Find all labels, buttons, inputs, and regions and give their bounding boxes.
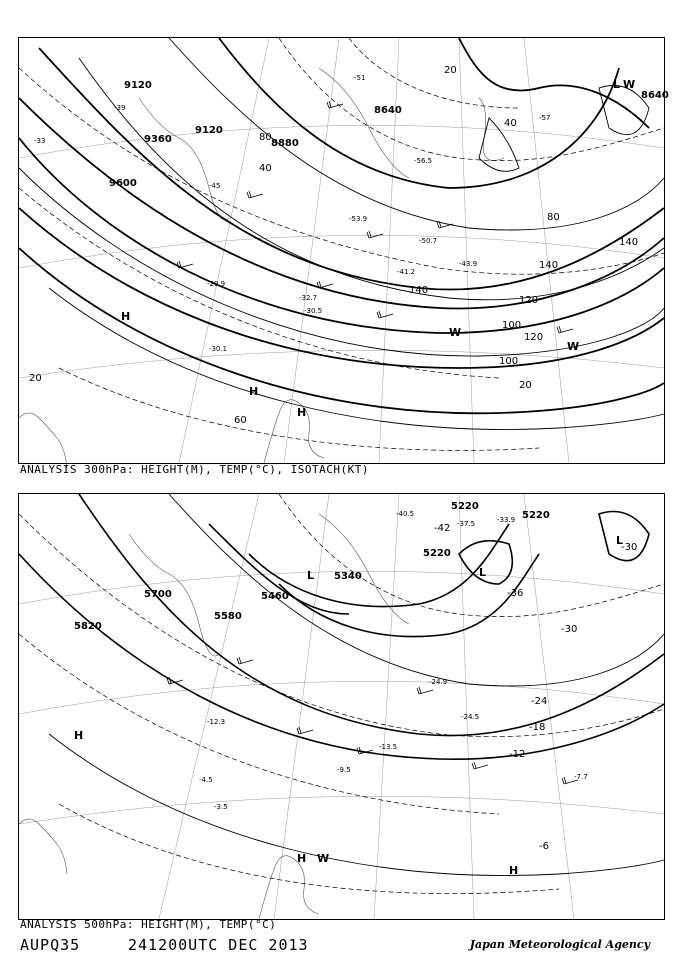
temp-label: -9.5 [337,766,351,774]
isotach-label: 140 [539,260,559,271]
temp-solid-contours [49,494,664,875]
temp-label: -30.5 [304,307,323,315]
graticule [19,494,664,919]
temp-label: -4.5 [199,776,213,784]
temp-contour-label: -42 [434,523,451,534]
low-center: L [307,569,315,582]
high-center: H [509,864,519,877]
height-label: 5460 [261,591,289,602]
height-labels [109,80,669,189]
isotach-label: 140 [409,285,429,296]
wind-barbs [177,101,573,333]
temp-contour-label: -6 [539,841,549,852]
height-label: 9600 [109,178,137,189]
height-label: 5340 [334,571,362,582]
caption-500hpa: ANALYSIS 500hPa: HEIGHT(M), TEMP(°C) [20,918,277,931]
isotach-label: 20 [444,65,457,76]
temperature-contours [19,494,664,894]
temp-label: -12.3 [207,718,226,726]
temp-label: -30.1 [209,345,228,353]
temp-label: -29.9 [207,280,226,288]
temp-contour-label: -24 [531,696,548,707]
temperature-contours [19,38,664,450]
high-center: H [249,385,259,398]
graticule [19,38,664,463]
low-center: L [479,566,487,579]
temp-label: -24.5 [461,713,480,721]
temp-label: -33 [34,137,46,145]
warm-center: W [317,852,330,865]
isotach-label: 40 [504,118,517,129]
isotach-label: 40 [259,163,272,174]
temp-label: -39 [114,104,126,112]
temp-contour-label: -18 [529,722,546,733]
map-300hpa [19,38,669,463]
temp-contour-label: -30 [621,542,638,553]
high-center: H [74,729,84,742]
height-label: 5220 [423,548,451,559]
temp-label: -24.9 [429,678,448,686]
isotach-label: 100 [502,320,522,331]
valid-time: 241200UTC DEC 2013 [128,936,309,954]
high-center: H [121,310,131,323]
temp-label: -7.7 [574,773,588,781]
height-label: 8880 [271,138,299,149]
temp-label: -33.9 [497,516,516,524]
isotach-label: 140 [619,237,639,248]
low-center: L [613,78,621,91]
isotach-label: 120 [519,295,539,306]
agency-name: Japan Meteorological Agency [469,938,650,951]
low-center: L [616,534,624,547]
warm-center: W [449,326,462,339]
height-label: 9360 [144,134,172,145]
chart-panel-300hpa [18,37,669,464]
temp-label: -57 [539,114,551,122]
temp-label: -37.5 [457,520,476,528]
temp-label: -13.5 [379,743,398,751]
temp-contour-label: -12 [509,749,526,760]
isotach-label: 120 [524,332,544,343]
isotach-label: 20 [519,380,532,391]
warm-center: W [567,340,580,353]
height-label: 5220 [451,501,479,512]
height-label: 8640 [374,105,402,116]
temp-contour-labels [434,523,637,852]
product-id: AUPQ35 [20,936,81,954]
height-label: 8640 [641,90,669,101]
temp-label: -41.2 [397,268,416,276]
temp-label: -43.9 [459,260,478,268]
isotach-label: 80 [259,132,272,143]
height-label: 5820 [74,621,102,632]
temp-label: -3.5 [214,803,228,811]
temp-label: -53.9 [349,215,368,223]
map-500hpa [19,494,664,919]
temp-label: -32.7 [299,294,318,302]
temp-contour-label: -36 [507,588,524,599]
coastline [19,68,504,468]
isotach-label: 80 [547,212,560,223]
height-label: 5220 [522,510,550,521]
temp-label: -40.5 [396,510,415,518]
height-label: 5700 [144,589,172,600]
isotach-label: 20 [29,373,42,384]
height-label: 9120 [124,80,152,91]
height-label: 5580 [214,611,242,622]
warm-center: W [623,78,636,91]
isotach-label: 60 [234,415,247,426]
temp-label: -45 [209,182,221,190]
wind-barbs [167,657,578,784]
temp-label: -50.7 [419,237,438,245]
high-center: H [297,852,307,865]
temp-label: -51 [354,74,366,82]
station-temperatures [199,510,588,811]
temp-label: -56.5 [414,157,433,165]
caption-300hpa: ANALYSIS 300hPa: HEIGHT(M), TEMP(°C), ISOTACH(KT) [20,463,370,476]
height-label: 9120 [195,125,223,136]
isotach-contours [19,38,664,429]
high-center: H [297,406,307,419]
temp-contour-label: -30 [561,624,578,635]
chart-panel-500hpa [18,493,665,920]
isotach-label: 100 [499,356,519,367]
